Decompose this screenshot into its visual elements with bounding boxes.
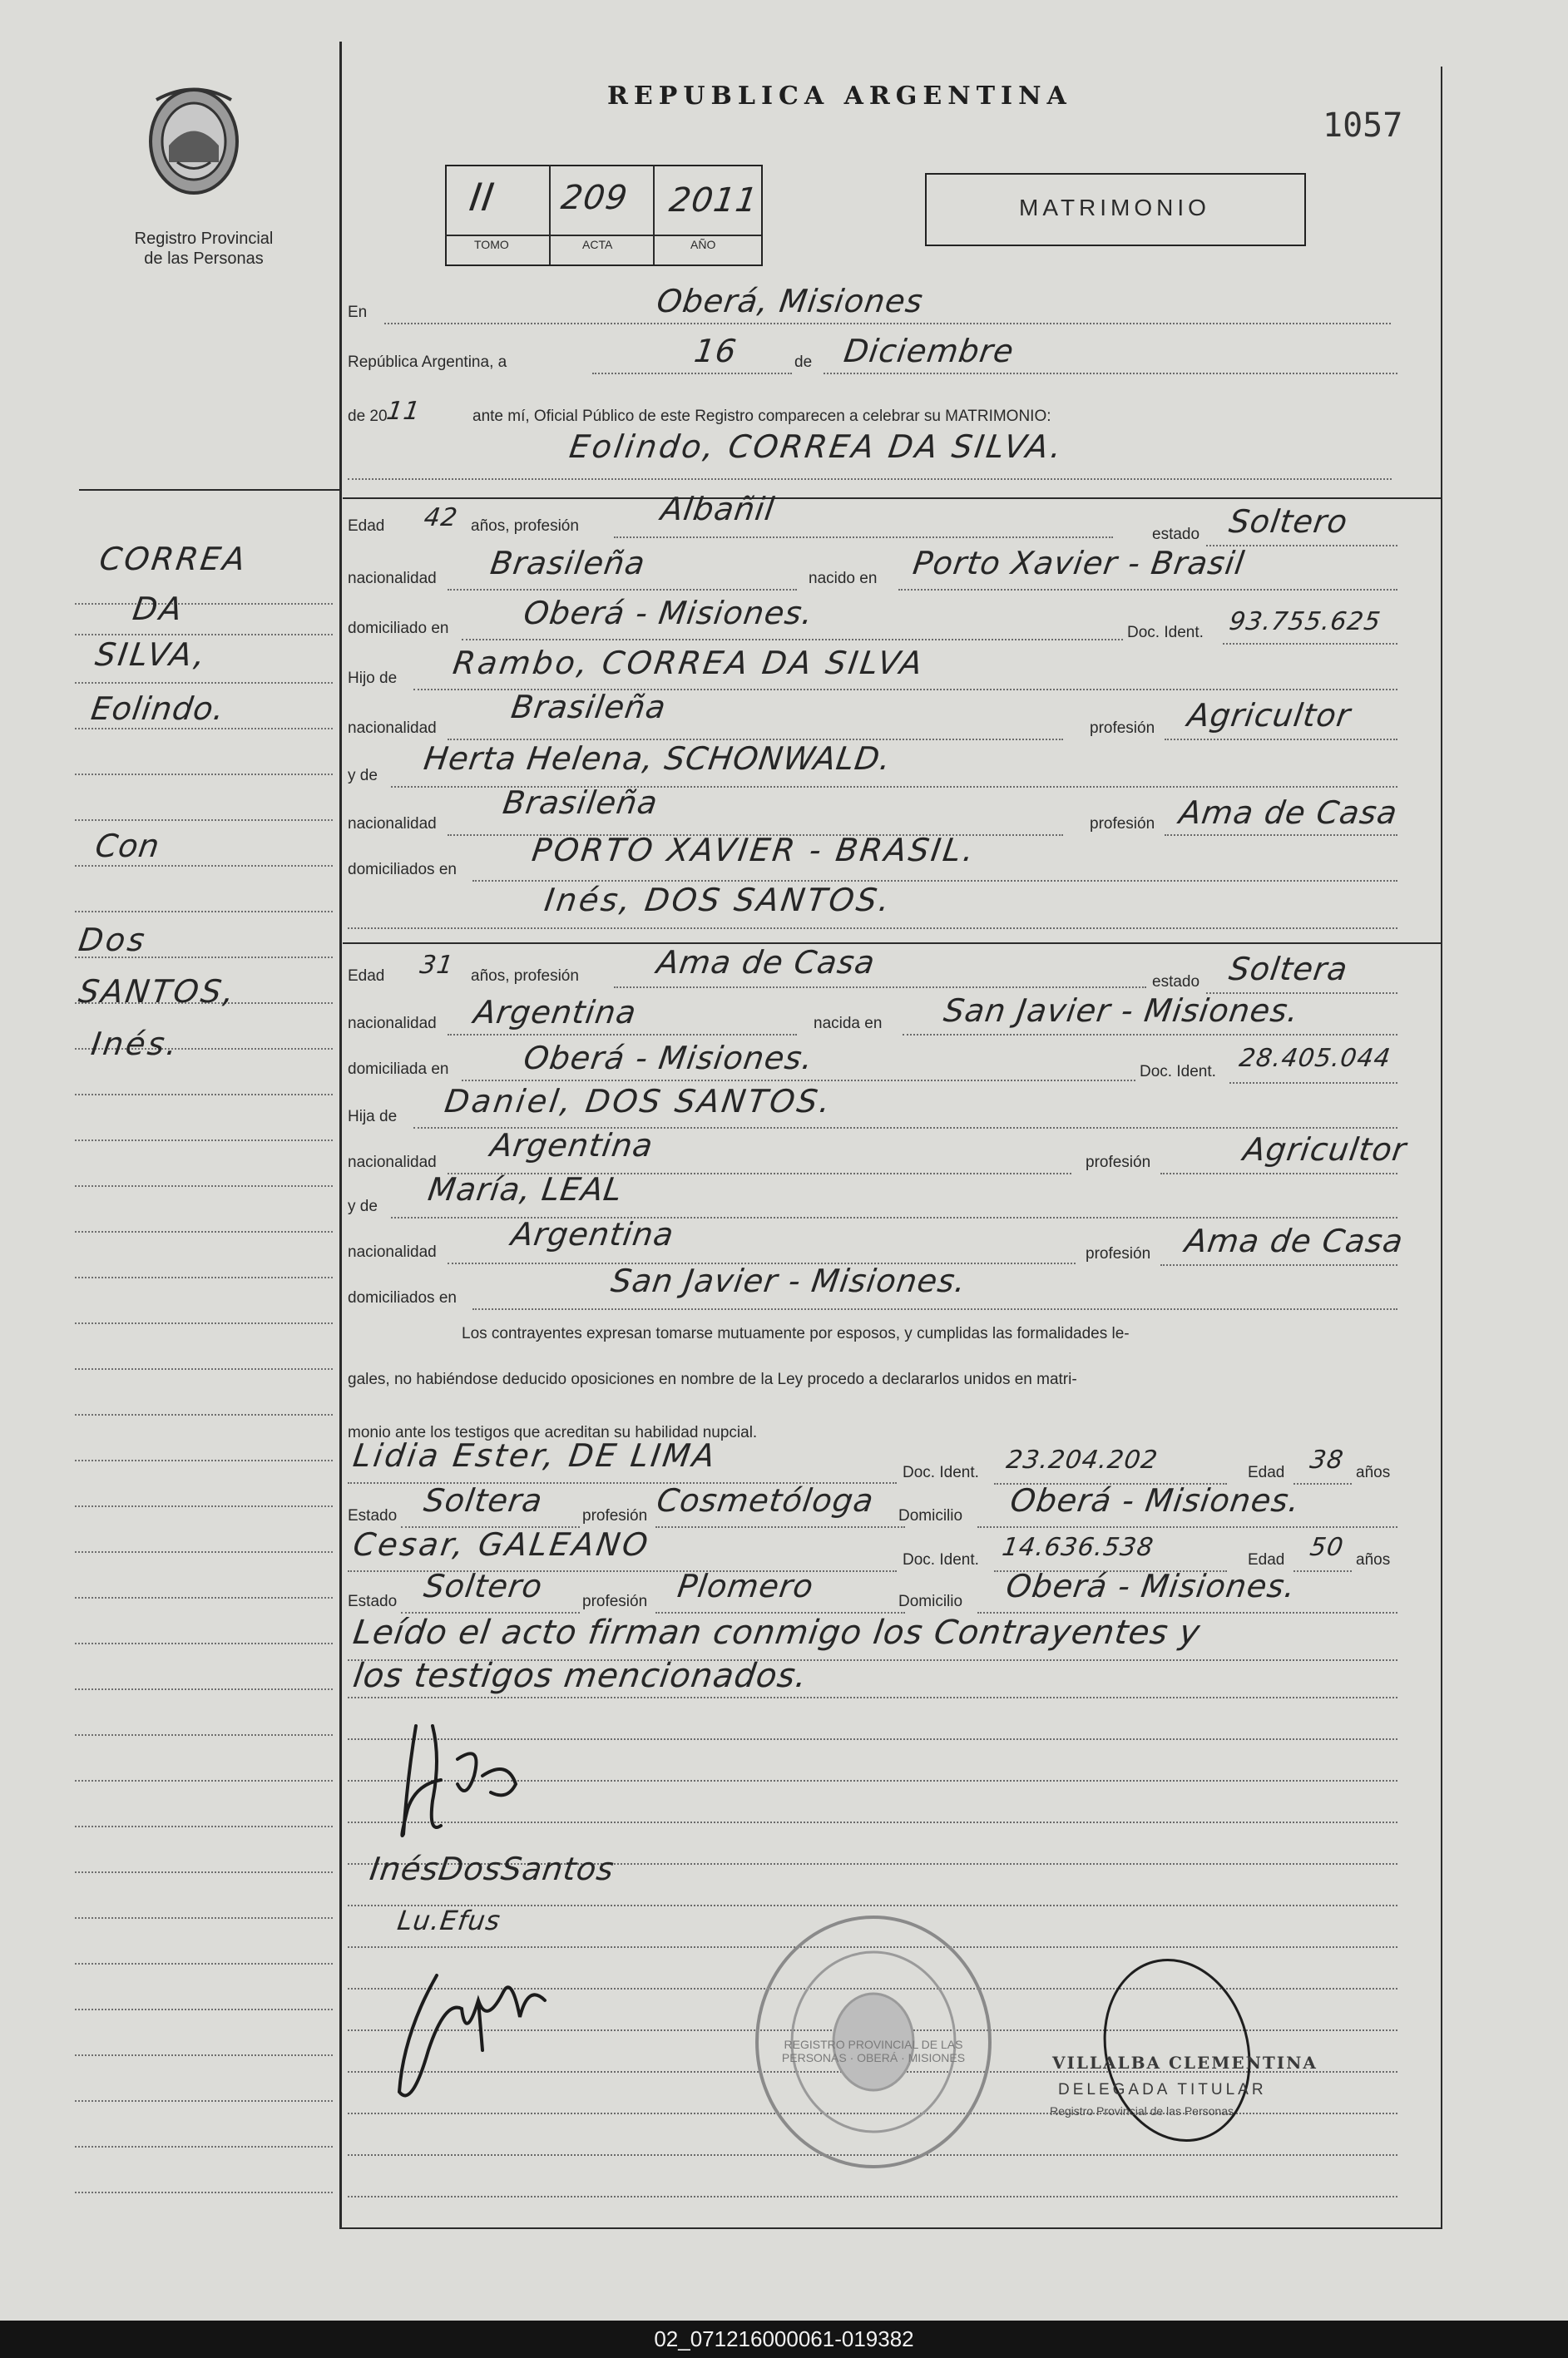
bride-nacida-en: San Javier - Misiones. xyxy=(941,992,1302,1029)
groom-nac-label: nacionalidad xyxy=(348,570,437,587)
tomo-value: II xyxy=(467,175,497,220)
groom-padre-prof: Agricultor xyxy=(1185,697,1353,734)
groom-padre: Rambo, CORREA DA SILVA xyxy=(450,645,927,681)
witness-2-edad-label: Edad xyxy=(1248,1551,1285,1569)
groom-yde-label: y de xyxy=(348,767,378,784)
official-title: DELEGADA TITULAR xyxy=(1058,2081,1267,2098)
groom-domicilio: Oberá - Misiones. xyxy=(521,595,816,631)
margin-line-1: CORREA xyxy=(96,541,250,577)
groom-madre: Herta Helena, SCHONWALD. xyxy=(421,740,894,777)
acta-label: ACTA xyxy=(582,238,613,251)
left-margin-rule xyxy=(339,42,342,2229)
margin-line-2: DA xyxy=(130,591,187,627)
bride-edad: 31 xyxy=(418,951,456,980)
bride-nac-label: nacionalidad xyxy=(348,1015,437,1032)
witness-2-prof: Plomero xyxy=(675,1568,817,1604)
groom-estado: Soltero xyxy=(1226,503,1351,540)
groom-estado-label: estado xyxy=(1152,526,1200,543)
bride-yde-label: y de xyxy=(348,1198,378,1215)
declaration-line-3: monio ante los testigos que acreditan su habilidad nupcial. xyxy=(348,1424,758,1441)
bride-padres-dom: San Javier - Misiones. xyxy=(608,1263,969,1299)
groom-nacido-en: Porto Xavier - Brasil xyxy=(910,545,1248,581)
witness-2-dom: Oberá - Misiones. xyxy=(1003,1568,1298,1604)
file-caption: 02_071216000061-019382 xyxy=(0,2321,1568,2358)
bride-estado-label: estado xyxy=(1152,973,1200,991)
groom-hijo-label: Hijo de xyxy=(348,670,398,687)
groom-doms-label: domiciliados en xyxy=(348,861,457,878)
bride-padre-nac-label: nacionalidad xyxy=(348,1154,437,1171)
margin-line-9: SANTOS, xyxy=(76,973,239,1010)
witness-2-doc: 14.636.538 xyxy=(1000,1533,1156,1562)
bride-madre: María, LEAL xyxy=(425,1171,626,1208)
groom-doc: 93.755.625 xyxy=(1227,607,1383,636)
bride-signature: InésDosSantos xyxy=(367,1851,617,1887)
groom-madre-prof: Ama de Casa xyxy=(1176,794,1400,831)
witness-1-doc: 23.204.202 xyxy=(1004,1446,1160,1475)
bride-madre-nac: Argentina xyxy=(508,1216,677,1253)
bride-nacionalidad: Argentina xyxy=(471,994,640,1031)
en-label: En xyxy=(348,304,368,321)
groom-edad-label: Edad xyxy=(348,517,385,535)
witness-1-anos-label: años xyxy=(1356,1464,1391,1481)
margin-line-10: Inés. xyxy=(88,1026,182,1062)
bride-madre-prof: Ama de Casa xyxy=(1182,1223,1406,1259)
witness-1-edad-label: Edad xyxy=(1248,1464,1285,1481)
page-number: 1057 xyxy=(1323,106,1403,145)
bottom-rule xyxy=(339,2227,1442,2229)
margin-line-6: Con xyxy=(92,828,162,864)
groom-padre-nac-label: nacionalidad xyxy=(348,719,437,737)
groom-nacido-label: nacido en xyxy=(809,570,878,587)
bride-name: Inés, DOS SANTOS. xyxy=(542,882,894,918)
witness-1-dom: Oberá - Misiones. xyxy=(1007,1482,1303,1519)
country-title: REPUBLICA ARGENTINA xyxy=(607,82,1072,111)
bride-hija-label: Hija de xyxy=(348,1108,398,1125)
margin-line-8: Dos xyxy=(76,922,150,958)
official-signature-loop xyxy=(1090,1946,1256,2154)
bride-profesion: Ama de Casa xyxy=(654,944,878,981)
witness-1-dom-label: Domicilio xyxy=(898,1507,963,1525)
bride-padre-prof-label: profesión xyxy=(1086,1154,1151,1171)
bride-padre-prof: Agricultor xyxy=(1240,1131,1409,1168)
witness-1-estado: Soltera xyxy=(421,1482,546,1519)
witness-2-anos-label: años xyxy=(1356,1551,1391,1569)
bride-dom-label: domiciliada en xyxy=(348,1060,449,1078)
groom-doc-label: Doc. Ident. xyxy=(1127,624,1204,641)
closing-line-2: los testigos mencionados. xyxy=(350,1657,810,1695)
witness-1-name: Lidia Ester, DE LIMA xyxy=(350,1437,720,1474)
bride-estado: Soltera xyxy=(1226,951,1351,987)
declaration-line-1: Los contrayentes expresan tomarse mutuamente por esposos, y cumplidas las formalidades le- xyxy=(462,1325,1130,1342)
witness-1-prof: Cosmetóloga xyxy=(654,1482,877,1519)
bride-doms-label: domiciliados en xyxy=(348,1289,457,1307)
groom-madre-nac: Brasileña xyxy=(500,784,660,821)
groom-profesion: Albañil xyxy=(658,491,778,527)
witness-2-doc-label: Doc. Ident. xyxy=(903,1551,979,1569)
bride-nacida-label: nacida en xyxy=(814,1015,883,1032)
groom-madre-prof-label: profesión xyxy=(1090,815,1155,833)
acta-value: 209 xyxy=(558,179,631,217)
place: Oberá, Misiones xyxy=(654,283,926,319)
bride-doc-label: Doc. Ident. xyxy=(1140,1063,1216,1080)
groom-padre-prof-label: profesión xyxy=(1090,719,1155,737)
bride-doc: 28.405.044 xyxy=(1237,1044,1393,1073)
month: Diciembre xyxy=(841,333,1016,369)
groom-padres-dom: PORTO XAVIER - BRASIL. xyxy=(529,832,979,868)
groom-anos-prof-label: años, profesión xyxy=(471,517,579,535)
bride-madre-nac-label: nacionalidad xyxy=(348,1243,437,1261)
witness-1-prof-label: profesión xyxy=(582,1507,648,1525)
appear-text: ante mí, Oficial Público de este Registro comparecen a celebrar su MATRIMONIO: xyxy=(472,408,1051,425)
witness-2-estado-label: Estado xyxy=(348,1593,398,1610)
margin-line-3: SILVA, xyxy=(92,636,210,673)
official-name: VILLALBA CLEMENTINA xyxy=(1052,2053,1318,2073)
witness-2-estado: Soltero xyxy=(421,1568,546,1604)
official-office: Registro Provincial de las Personas xyxy=(1050,2104,1234,2118)
witness-1-doc-label: Doc. Ident. xyxy=(903,1464,979,1481)
witness-2-edad: 50 xyxy=(1308,1533,1346,1562)
margin-line-4: Eolindo. xyxy=(88,690,228,727)
groom-madre-nac-label: nacionalidad xyxy=(348,815,437,833)
bride-padre: Daniel, DOS SANTOS. xyxy=(442,1083,835,1120)
witness-2-name: Cesar, GALEANO xyxy=(350,1526,653,1563)
bride-edad-label: Edad xyxy=(348,967,385,985)
year-suffix: 11 xyxy=(384,397,423,426)
right-margin-rule xyxy=(1441,67,1442,2229)
groom-padre-nac: Brasileña xyxy=(508,689,669,725)
year-prefix: de 20 xyxy=(348,408,388,425)
registry-name: Registro Provincial de las Personas xyxy=(134,230,274,268)
ano-value: 2011 xyxy=(666,181,761,220)
record-type: MATRIMONIO xyxy=(1019,195,1210,220)
groom-name: Eolindo, CORREA DA SILVA. xyxy=(566,428,1066,465)
ano-label: AÑO xyxy=(690,238,716,251)
day: 16 xyxy=(691,333,739,369)
de-label: de xyxy=(794,353,813,371)
bride-madre-prof-label: profesión xyxy=(1086,1245,1151,1263)
witness-1-estado-label: Estado xyxy=(348,1507,398,1525)
tomo-label: TOMO xyxy=(474,238,509,251)
groom-edad: 42 xyxy=(422,503,460,532)
bride-domicilio: Oberá - Misiones. xyxy=(521,1040,816,1076)
bride-anos-prof-label: años, profesión xyxy=(471,967,579,985)
witness-signature: Lu.Efus xyxy=(395,1905,503,1936)
province-emblem xyxy=(140,83,248,208)
witness-2-prof-label: profesión xyxy=(582,1593,648,1610)
republica-label: República Argentina, a xyxy=(348,353,507,371)
closing-line-1: Leído el acto firman conmigo los Contrayentes y xyxy=(350,1614,1203,1652)
witness-2-signature xyxy=(387,1950,570,2117)
declaration-line-2: gales, no habiéndose deducido oposiciones en nombre de la Ley procedo a declararlos unidos en matri- xyxy=(348,1371,1077,1388)
witness-1-edad: 38 xyxy=(1308,1446,1346,1475)
groom-dom-label: domiciliado en xyxy=(348,620,449,637)
seal-text: REGISTRO PROVINCIAL DE LAS PERSONAS · OBERÁ · MISIONES xyxy=(781,2038,966,2064)
witness-2-dom-label: Domicilio xyxy=(898,1593,963,1610)
groom-signature xyxy=(383,1709,566,1851)
groom-nacionalidad: Brasileña xyxy=(487,545,648,581)
bride-padre-nac: Argentina xyxy=(487,1127,656,1164)
